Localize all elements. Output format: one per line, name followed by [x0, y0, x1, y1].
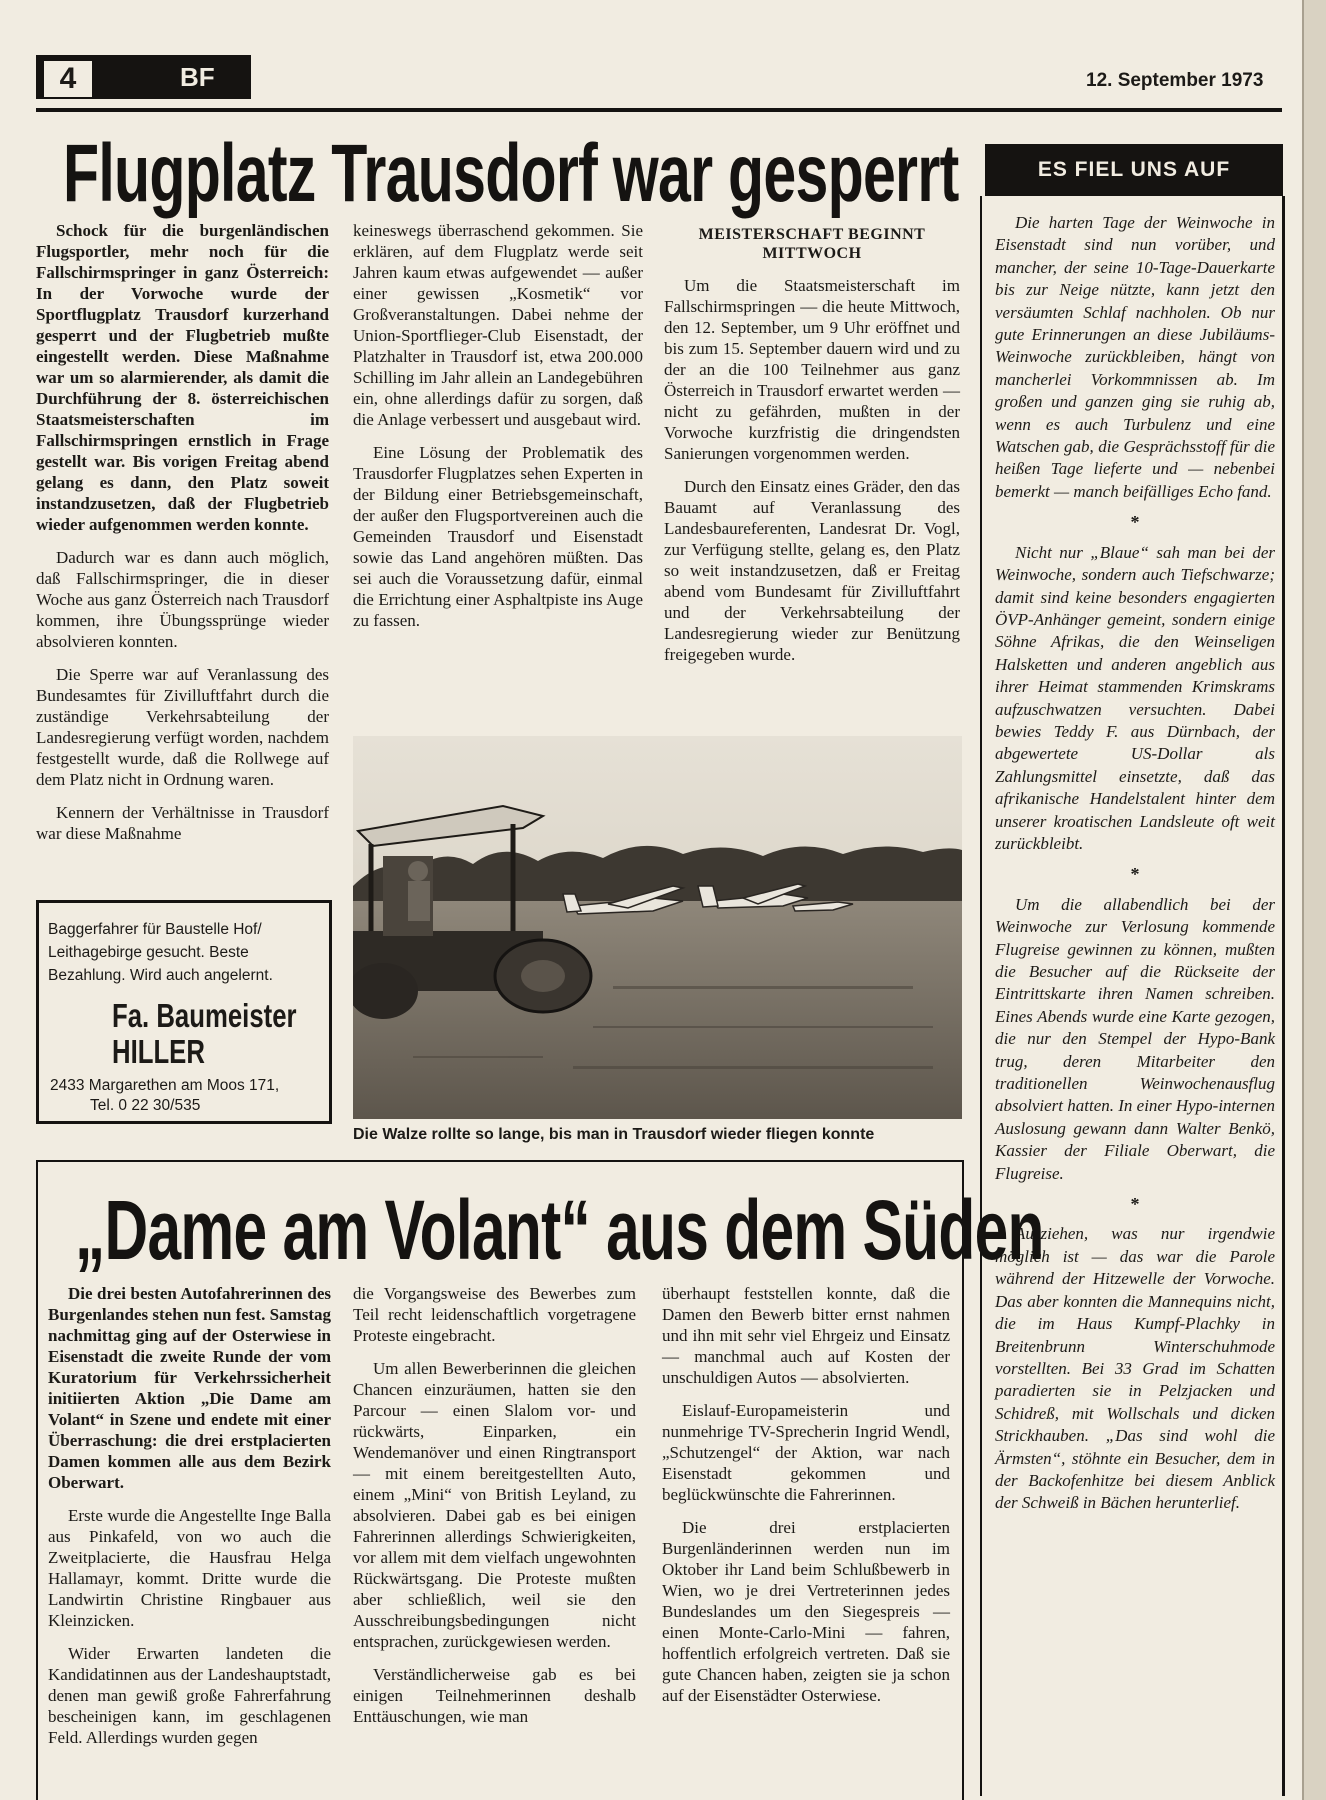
article1-paragraph: Die Sperre war auf Veranlassung des Bundesamtes für Zivilluftfahrt durch die zuständige Verkehrsabteilung der Landesregierung verfügt worden, nachdem festgestellt wurde, daß die Rollwege auf dem Platz nicht in Ordnung waren. [36, 665, 329, 789]
ad-firm-line: HILLER [112, 1033, 205, 1070]
article1-headline: Flugplatz Trausdorf war gesperrt [63, 128, 959, 219]
article2-paragraph: Wider Erwarten landeten die Kandidatinnen aus der Landeshauptstadt, denen man gewiß große Fahrerfahrung bescheinigen kann, im geschlagenen Feld. Allerdings wurden gegen [48, 1644, 331, 1747]
ad-phone: Tel. 0 22 30/535 [90, 1097, 201, 1114]
article1-paragraph: Durch den Einsatz eines Gräder, den das Bauamt auf Veranlassung des Landesbaureferenten, Landesrat Dr. Vogl, zur Verfügung stellte, gelang es, den Platz so weit instandzusetzen, daß er Freitag abend vom Bundesamt für Zivilluftfahrt und der Verkehrsabteilung der Landesregierung wieder zur Benützung freigegeben wurde. [664, 477, 960, 664]
article2-paragraph: die Vorgangsweise des Bewerbes zum Teil recht leidenschaftlich vorgetragene Proteste eingebracht. [353, 1284, 636, 1345]
article1-paragraph: keineswegs überraschend gekommen. Sie erklären, auf dem Flugplatz werde seit Jahren kaum etwas aufgewendet — außer einer gewissen „Kosmetik“ vor Großveranstaltungen. Dabei nehme der Union-Sportflieger-Club Eisenstadt, der Platzhalter in Trausdorf ist, etwa 200.000 Schilling im Jahr allein an Landegebühren ein, ohne allerdings dafür zu sorgen, daß die Anlage verbessert und ausgebaut wird. [353, 221, 643, 429]
airfield-photo [353, 736, 962, 1119]
ad-contact [50, 1076, 322, 1116]
article2-column-3 [662, 1283, 950, 1718]
article2-paragraph: Verständlicherweise gab es bei einigen Teilnehmerinnen deshalb Enttäuschungen, wie man [353, 1665, 636, 1726]
page-number: 4 [42, 59, 94, 99]
section-label: BF [180, 62, 215, 92]
article1-column-3 [664, 225, 960, 677]
article1-column-1 [36, 220, 329, 856]
article2-paragraph: Um allen Bewerberinnen die gleichen Chancen einzuräumen, hatten sie den Parcour — einen Slalom vor- und rückwärts, Einparken, ein Wendemanöver und einen Ringtransport — mit einem bereitgestellten Auto, einem „Mini“ von British Leyland, zu absolvieren. Dabei gab es bei einigen Fahrerinnen allerdings Schwierigkeiten, vor allem mit dem vielfach ungewohnten Rückwärtsgang. Die Proteste mußten aber schließlich, weil sie den Ausschreibungsbedingungen nicht entsprachen, zurückgewiesen werden. [353, 1359, 636, 1651]
article1-subhead: MEISTERSCHAFT BEGINNT MITTWOCH [698, 226, 926, 262]
article2-frame-top [36, 1160, 964, 1162]
article2-column-2 [353, 1283, 636, 1739]
ad-firm-line: Fa. Baumeister [112, 997, 297, 1034]
ad-firm-name [112, 998, 297, 1070]
article1-paragraph: Um die Staatsmeisterschaft im Fallschirmspringen — die heute Mittwoch, den 12. September, um 9 Uhr eröffnet und bis zum 15. September dauern wird und zu der an die 100 Teilnehmer aus ganz Österreich in Trausdorf erwartet werden — nicht zu gefährden, mußten in der Vorwoche kurzfristig die dringendsten Sanierungen vorgenommen werden. [664, 276, 960, 463]
article2-lead: Die drei besten Autofahrerinnen des Burgenlandes stehen nun fest. Samstag nachmittag ging auf der Osterwiese in Eisenstadt die zweite Runde der vom Kuratorium für Verkehrssicherheit initiierten Aktion „Die Dame am Volant“ in Szene und endete mit einer Überraschung: die drei erstplacierten Damen kommen alle aus dem Bezirk Oberwart. [48, 1284, 331, 1492]
article2-paragraph: überhaupt feststellen konnte, daß die Damen den Bewerb bitter ernst nahmen und ihn mit sehr viel Ehrgeiz und Einsatz — manchmal auch auf Kosten der unschuldigen Autos — absolvierten. [662, 1284, 950, 1387]
article2-paragraph: Eislauf-Europameisterin und nunmehrige TV-Sprecherin Ingrid Wendl, „Schutzengel“ der Aktion, war nach Eisenstadt gekommen und beglückwünschte die Fahrerinnen. [662, 1401, 950, 1504]
article2-paragraph: Die drei erstplacierten Burgenländerinnen werden nun im Oktober ihr Land beim Schlußbewerb in Wien, wo je drei Vertreterinnen jedes Bundeslandes um den Siegespreis — einen Monte-Carlo-Mini — fahren, hoffentlich erfolgreich vertreten. Daß sie gute Chancen haben, zeigten sie ja schon auf der Eisenstädter Osterwiese. [662, 1518, 950, 1705]
article2-frame-left [36, 1160, 38, 1800]
article2-column-1 [48, 1283, 331, 1760]
photo-caption: Die Walze rollte so lange, bis man in Trausdorf wieder fliegen konnte [353, 1126, 875, 1143]
article1-paragraph: Eine Lösung der Problematik des Trausdorfer Flugplatzes sehen Experten in der Bildung einer Betriebsgemeinschaft, der außer den Flugsportvereinen auch die Gemeinden Trausdorf und Eisenstadt sowie das Land angehören müßten. Das sei auch die Voraussetzung dafür, einmal die Errichtung einer Asphaltpiste ins Auge zu fassen. [353, 443, 643, 630]
sidebar-paragraph: Nicht nur „Blaue“ sah man bei der Weinwoche, sondern auch Tiefschwarze; damit sind keine besonders engagierten ÖVP-Anhänger gemeint, sondern einige Söhne Afrikas, die den Weinseligen Halsketten und anderen angeblich aus ihrer Heimat stammenden Krimskrams aufzuschwatzen versuchten. Dabei bewies Teddy F. aus Dürnbach, der abgewertete US-Dollar als Zahlungsmittel einsetzte, daß das afrikanische Handelstalent hinter dem unserer kroatischen Landsleute oft weit zurückbleibt. [995, 542, 1275, 853]
ad-text: Baggerfahrer für Baustelle Hof/ Leithagebirge gesucht. Beste Bezahlung. Wird auch angelernt. [48, 921, 273, 984]
ad-address: 2433 Margarethen am Moos 171, [50, 1077, 280, 1094]
article2-paragraph: Erste wurde die Angestellte Inge Balla aus Pinkafeld, von wo auch die Zweitplacierte, die Hausfrau Helga Hallamayr, kommt. Dritte wurde die Landwirtin Christine Ringbauer aus Kleinzicken. [48, 1506, 331, 1630]
article1-paragraph: Kennern der Verhältnisse in Trausdorf war diese Maßnahme [36, 803, 329, 843]
issue-date: 12. September 1973 [1086, 70, 1264, 91]
header-rule [36, 108, 1282, 112]
sidebar-title: ES FIEL UNS AUF [985, 144, 1283, 196]
sidebar-separator: * [1130, 1194, 1140, 1215]
article2-headline: „Dame am Volant“ aus dem Süden [75, 1183, 1044, 1277]
sidebar-paragraph: Ausziehen, was nur irgendwie möglich ist — das war die Parole während der Hitzewelle der Vorwoche. Das aber konnten die Mannequins nicht, die im Haus Kumpf-Plachky in Breitenbrunn Winterschuhmode vorstellten. Bei 33 Grad im Schatten paradierten sie in Pelzjacken und Schidreß, mit Wollschals und dicken Strickhauben. „Das sind wohl die Ärmsten“, stöhnte ein Besucher, dem in der Backofenhitze bei diesem Anblick der Schweiß in Bächen herunterlief. [995, 1224, 1275, 1513]
article1-lead: Schock für die burgenländischen Flugsportler, mehr noch für die Fallschirmspringer in ganz Österreich: In der Vorwoche wurde der Sportflugplatz Trausdorf kurzerhand gesperrt und der Flugbetrieb mußte eingestellt werden. Diese Maßnahme war um so alarmierender, als damit die Durchführung der 8. österreichischen Staatsmeisterschaften im Fallschirmspringen ernstlich in Frage gestellt war. Bis vorigen Freitag abend gelang es dann, den Platz soweit instandzusetzen, daß der Flugbetrieb wieder aufgenommen werden konnte. [36, 221, 329, 534]
sidebar-separator: * [1130, 864, 1140, 885]
sidebar-separator: * [1130, 512, 1140, 533]
article1-column-2 [353, 220, 643, 643]
sidebar-paragraph: Um die allabendlich bei der Weinwoche zur Verlosung kommende Flugreise gewinnen zu können, mußten die Besucher auf die Rückseite der Eintrittskarte ihren Namen schreiben. Eines Abends wurde eine Karte gezogen, die nur den Stempel der Hypo-Bank trug, deren Mitarbeiter den traditionellen Weinwochenausflug absolviert hatten. In einer Hypo-internen Auslosung gewann dann Walter Benkö, Kassier der Filiale Oberwart, die Flugreise. [995, 894, 1275, 1183]
article1-paragraph: Dadurch war es dann auch möglich, daß Fallschirmspringer, die in dieser Woche aus ganz Österreich nach Trausdorf kommen, ihre Übungssprünge wieder absolvieren konnten. [36, 548, 329, 651]
page-edge [1302, 0, 1326, 1800]
sidebar-paragraph: Die harten Tage der Weinwoche in Eisenstadt sind nun vorüber, und mancher, der seine 10-Tage-Dauerkarte bis zur Neige nützte, kann jetzt den versäumten Schlaf nachholen. Ob nur gute Erinnerungen an diese Jubiläums-Weinwoche zurückbleiben, hängt von mancherlei Vorkommnissen ab. Im großen und ganzen ging sie ruhig ab, wenn es auch Turbulenz und eine Watschen gab, die Gesprächsstoff für die heißen Tage lieferte und — nebenbei bemerkt — manch beifälliges Echo fand. [995, 213, 1275, 501]
sidebar-column [995, 212, 1275, 1523]
